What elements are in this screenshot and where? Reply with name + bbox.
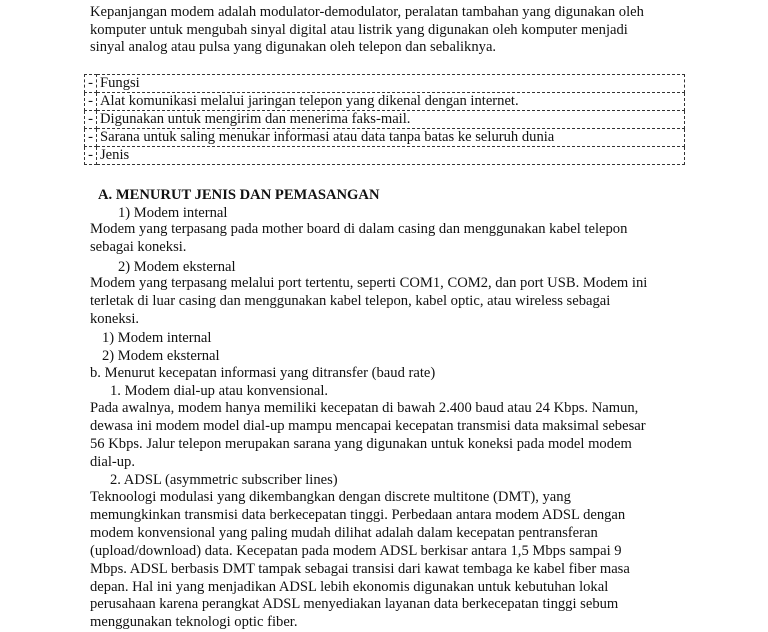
modem-list-table xyxy=(84,74,685,165)
table-row xyxy=(85,111,685,129)
paragraph-line: Mbps. ADSL berbasis DMT tampak sebagai transisi dari kawat tembaga ke kabel fiber masa xyxy=(90,560,630,577)
table-row xyxy=(85,147,685,165)
paragraph-line: modem konvensional yang paling mudah dilihat adalah dalam kecepatan pentransferan xyxy=(90,524,598,541)
table-cell: Digunakan untuk mengirim dan menerima faks-mail. xyxy=(97,111,685,129)
bullet-dash: - xyxy=(85,147,97,165)
section-a-item-1-desc xyxy=(90,221,675,257)
section-b-heading: b. Menurut kecepatan informasi yang ditransfer (baud rate) xyxy=(90,365,436,381)
paragraph-line: terletak di luar casing dan menggunakan kabel telepon, kabel optic, atau wireless sebagai xyxy=(90,292,611,309)
paragraph-line: menggunakan teknologi optic fiber. xyxy=(90,614,298,631)
section-b-item-2-desc xyxy=(90,489,675,632)
paragraph-line: Modem yang terpasang melalui port tertentu, seperti COM1, COM2, dan port USB. Modem ini xyxy=(90,275,648,291)
paragraph-line: Modem yang terpasang pada mother board di dalam casing dan menggunakan kabel telepon xyxy=(90,221,628,237)
paragraph-line: Pada awalnya, modem hanya memiliki kecepatan di bawah 2.400 baud atau 24 Kbps. Namun, xyxy=(90,400,639,416)
section-a-item-2-desc xyxy=(90,275,675,329)
paragraph-line: (upload/download) data. Kecepatan pada modem ADSL berkisar antara 1,5 Mbps sampai 9 xyxy=(90,542,622,559)
bullet-dash: - xyxy=(85,93,97,111)
section-a-item-2: 2) Modem eksternal xyxy=(118,259,236,275)
paragraph-line: koneksi. xyxy=(90,310,140,327)
section-a-repeat-1: 1) Modem internal xyxy=(102,330,212,346)
table-cell: Sarana untuk saling menukar informasi atau data tanpa batas ke seluruh dunia xyxy=(97,129,685,147)
paragraph-line: sebagai koneksi. xyxy=(90,238,187,255)
paragraph-line: dewasa ini modem model dial-up mampu mencapai kecepatan transmisi data maksimal sebesar xyxy=(90,417,646,434)
intro-line: komputer untuk mengubah sinyal digital atau listrik yang digunakan oleh komputer menjadi xyxy=(90,21,628,38)
table-cell: Fungsi xyxy=(97,75,685,93)
paragraph-line: 56 Kbps. Jalur telepon merupakan sarana yang digunakan untuk koneksi pada model modem xyxy=(90,435,632,452)
table-row xyxy=(85,129,685,147)
section-a-repeat-2: 2) Modem eksternal xyxy=(102,348,220,364)
paragraph-line: perusahaan karena perangkat ADSL menyediakan layanan data berkecepatan tinggi sebum xyxy=(90,596,619,613)
section-a-heading: A. MENURUT JENIS DAN PEMASANGAN xyxy=(98,187,380,203)
intro-line: sinyal analog atau pulsa yang digunakan oleh telepon dan sebaliknya. xyxy=(90,39,497,55)
intro-line: Kepanjangan modem adalah modulator-demodulator, peralatan tambahan yang digunakan oleh xyxy=(90,4,644,20)
paragraph-line: dial-up. xyxy=(90,453,135,470)
bullet-dash: - xyxy=(85,111,97,129)
section-a-item-1: 1) Modem internal xyxy=(118,205,228,221)
bullet-dash: - xyxy=(85,75,97,93)
table-row xyxy=(85,75,685,93)
section-b-item-1-desc xyxy=(90,400,675,472)
table-row xyxy=(85,93,685,111)
intro-paragraph xyxy=(90,4,690,57)
table-cell: Jenis xyxy=(97,147,685,165)
paragraph-line: memungkinkan transmisi data berkecepatan tinggi. Perbedaan antara modem ADSL dengan xyxy=(90,506,626,523)
paragraph-line: depan. Hal ini yang menjadikan ADSL lebih ekonomis digunakan untuk kebutuhan lokal xyxy=(90,578,609,595)
section-b-item-1: 1. Modem dial-up atau konvensional. xyxy=(110,383,329,399)
bullet-dash: - xyxy=(85,129,97,147)
paragraph-line: Teknoologi modulasi yang dikembangkan dengan discrete multitone (DMT), yang xyxy=(90,489,571,505)
section-b-item-2: 2. ADSL (asymmetric subscriber lines) xyxy=(110,472,338,488)
table-cell: Alat komunikasi melalui jaringan telepon yang dikenal dengan internet. xyxy=(97,93,685,111)
